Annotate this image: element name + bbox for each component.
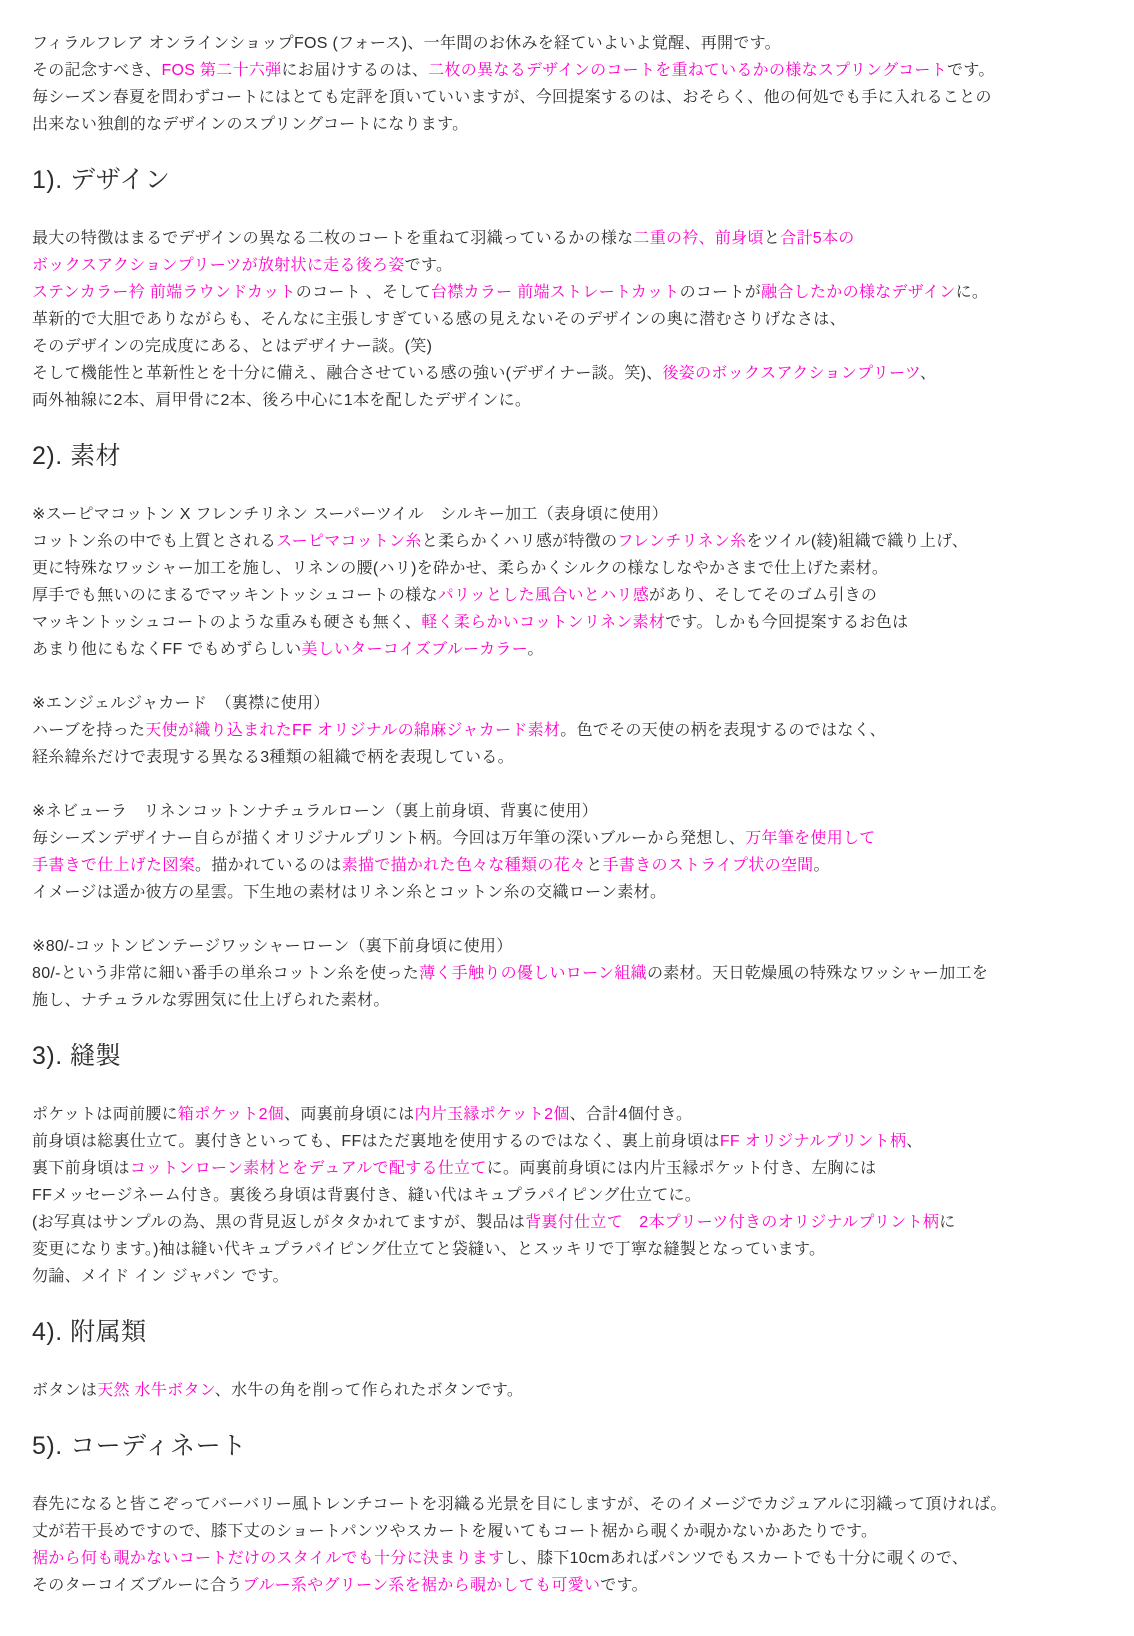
text-run: 丈が若干長めですので、膝下丈のショートパンツやスカートを履いてもコート裾から覗くか覗かないかあたりです。 bbox=[32, 1523, 878, 1540]
section-heading: 5). コーディネート bbox=[32, 1432, 247, 1460]
text-line bbox=[32, 1263, 1102, 1290]
text-run: にお届けするのは、 bbox=[281, 62, 429, 79]
text-run: 変更になります。)袖は縫い代キュプラパイピング仕立てと袋縫い、とスッキリで丁寧な縫製となっています。 bbox=[32, 1241, 826, 1258]
text-line bbox=[32, 1377, 1102, 1404]
text-run: をツイル(綾)組織で織り上げ、 bbox=[746, 533, 969, 550]
text-run: 春先になると皆こぞってバーバリー風トレンチコートを羽織る光景を目にしますが、そのイメージでカジュアルに羽織って頂ければ。 bbox=[32, 1496, 1007, 1513]
highlighted-text: ボックスアクションプリーツが放射状に走る後ろ姿 bbox=[32, 257, 405, 274]
paragraph bbox=[32, 798, 1102, 906]
text-run: そのターコイズブルーに合う bbox=[32, 1577, 243, 1594]
text-run: FFメッセージネーム付き。裏後ろ身頃は背裏付き、縫い代はキュプラパイピング仕立てに。 bbox=[32, 1187, 702, 1204]
highlighted-text: コットンローン素材とをデュアルで配する仕立て bbox=[129, 1160, 487, 1177]
text-run: 前身頃は総裏仕立て。裏付きといっても、FFはただ裏地を使用するのではなく、裏上前身頃は bbox=[32, 1133, 720, 1150]
text-line bbox=[32, 1236, 1102, 1263]
highlighted-text: 万年筆を使用して bbox=[745, 830, 876, 847]
text-run: 。 bbox=[813, 857, 830, 874]
highlighted-text: 二重の衿、前身頃 bbox=[633, 230, 764, 247]
text-line bbox=[32, 717, 1102, 744]
text-run: 出来ない独創的なデザインのスプリングコートになります。 bbox=[32, 116, 469, 133]
text-line bbox=[32, 1545, 1102, 1572]
text-line bbox=[32, 609, 1102, 636]
text-run: のコートが bbox=[679, 284, 762, 301]
text-run: そして機能性と革新性とを十分に備え、融合させている感の強い(デザイナー談。笑)、 bbox=[32, 365, 663, 382]
highlighted-text: ブルー系やグリーン系を裾から覗かしても可愛い bbox=[242, 1577, 601, 1594]
text-run: 毎シーズン春夏を問わずコートにはとても定評を頂いていいますが、今回提案するのは、おそらく、他の何処でも手に入れることの bbox=[32, 89, 992, 106]
text-run: です。 bbox=[404, 257, 453, 274]
paragraph bbox=[32, 1491, 1102, 1599]
text-line bbox=[32, 501, 1102, 528]
text-run: ボタンは bbox=[32, 1382, 98, 1399]
text-line bbox=[32, 987, 1102, 1014]
text-run: です。しかも今回提案するお色は bbox=[665, 614, 909, 631]
text-run: と bbox=[763, 230, 781, 247]
text-line bbox=[32, 636, 1102, 663]
text-line bbox=[32, 1209, 1102, 1236]
text-run: ポケットは両前腰に bbox=[32, 1106, 178, 1123]
paragraph bbox=[32, 30, 1102, 138]
text-run: 最大の特徴はまるでデザインの異なる二枚のコートを重ねて羽織っているかの様な bbox=[32, 230, 634, 247]
text-run: ※エンジェルジャカード （裏襟に使用） bbox=[32, 695, 330, 712]
highlighted-text: スーピマコットン糸 bbox=[276, 533, 422, 550]
text-line bbox=[32, 57, 1102, 84]
text-run: 裏下前身頃は bbox=[32, 1160, 130, 1177]
text-line bbox=[32, 528, 1102, 555]
text-run: 勿論、メイド イン ジャパン です。 bbox=[32, 1268, 289, 1285]
text-run: 両外袖線に2本、肩甲骨に2本、後ろ中心に1本を配したデザインに。 bbox=[32, 392, 532, 409]
highlighted-text: 天然 水牛ボタン bbox=[97, 1382, 215, 1399]
section-heading: 1). デザイン bbox=[32, 166, 171, 194]
highlighted-text: フレンチリネン糸 bbox=[617, 533, 747, 550]
text-line bbox=[32, 825, 1102, 852]
text-line bbox=[32, 960, 1102, 987]
text-run: マッキントッシュコートのような重みも硬さも無く、 bbox=[32, 614, 422, 631]
text-line bbox=[32, 279, 1102, 306]
text-line bbox=[32, 555, 1102, 582]
text-line bbox=[32, 1491, 1102, 1518]
text-line bbox=[32, 30, 1102, 57]
paragraph bbox=[32, 501, 1102, 663]
text-line bbox=[32, 306, 1102, 333]
text-line bbox=[32, 225, 1102, 252]
text-run: (お写真はサンプルの為、黒の背見返しがタタかれてますが、製品は bbox=[32, 1214, 526, 1231]
text-line bbox=[32, 798, 1102, 825]
paragraph bbox=[32, 1101, 1102, 1290]
highlighted-text: パリッとした風合いとハリ感 bbox=[437, 587, 650, 604]
text-line bbox=[32, 744, 1102, 771]
text-run: と bbox=[586, 857, 603, 874]
text-run: ※ネビューラ リネンコットンナチュラルローン（裏上前身頃、背裏に使用） bbox=[32, 803, 598, 820]
highlighted-text: 手書きで仕上げた図案 bbox=[32, 857, 196, 874]
highlighted-text: 箱ポケット2個 bbox=[177, 1106, 285, 1123]
text-run: 革新的で大胆でありながらも、そんなに主張しすぎている感の見えないそのデザインの奥に潜むさりげなさは、 bbox=[32, 311, 846, 328]
text-line bbox=[32, 852, 1102, 879]
text-line bbox=[32, 933, 1102, 960]
highlighted-text: 素描で描かれた色々な種類の花々 bbox=[341, 857, 587, 874]
text-line bbox=[32, 1518, 1102, 1545]
text-line bbox=[32, 879, 1102, 906]
text-run: 施し、ナチュラルな雰囲気に仕上げられた素材。 bbox=[32, 992, 390, 1009]
paragraph bbox=[32, 690, 1102, 771]
section-heading: 2). 素材 bbox=[32, 442, 122, 470]
text-run: 、 bbox=[919, 365, 937, 382]
text-run: ハーブを持った bbox=[32, 722, 146, 739]
text-run: です。 bbox=[947, 62, 995, 79]
text-run: あまり他にもなくFF でもめずらしい bbox=[32, 641, 302, 658]
text-run: です。 bbox=[600, 1577, 648, 1594]
text-line bbox=[32, 252, 1102, 279]
paragraph bbox=[32, 225, 1102, 414]
text-line bbox=[32, 582, 1102, 609]
text-run: 80/-という非常に細い番手の単糸コットン糸を使った bbox=[32, 965, 420, 982]
highlighted-text: 薄く手触りの優しいローン組織 bbox=[419, 965, 647, 982]
text-run: 。 bbox=[527, 641, 544, 658]
text-line bbox=[32, 360, 1102, 387]
paragraph bbox=[32, 1377, 1102, 1404]
text-run: 毎シーズンデザイナー自らが描くオリジナルプリント柄。今回は万年筆の深いブルーから発想し、 bbox=[32, 830, 746, 847]
text-run: に bbox=[939, 1214, 956, 1231]
highlighted-text: 裾から何も覗かないコートだけのスタイルでも十分に決まります bbox=[32, 1550, 505, 1567]
highlighted-text: 後姿のボックスアクションプリーツ bbox=[662, 365, 920, 382]
text-line bbox=[32, 111, 1102, 138]
text-run: コットン糸の中でも上質とされる bbox=[32, 533, 277, 550]
text-run: イメージは遥か彼方の星雲。下生地の素材はリネン糸とコットン糸の交織ローン素材。 bbox=[32, 884, 667, 901]
text-line bbox=[32, 1572, 1102, 1599]
highlighted-text: 二枚の異なるデザインのコートを重ねているかの様なスプリングコート bbox=[428, 62, 948, 79]
text-run: し、膝下10cmあればパンツでもスカートでも十分に覗くので、 bbox=[504, 1550, 969, 1567]
document bbox=[32, 30, 1102, 1599]
highlighted-text: 背裏付仕立て 2本プリーツ付きのオリジナルプリント柄 bbox=[525, 1214, 940, 1231]
highlighted-text: 美しいターコイズブルーカラー bbox=[301, 641, 528, 658]
text-run: の素材。天日乾燥風の特殊なワッシャー加工を bbox=[646, 965, 989, 982]
text-run: に。 bbox=[955, 284, 989, 301]
highlighted-text: FOS 第二十六弾 bbox=[161, 62, 282, 79]
text-run: そのデザインの完成度にある、とはデザイナー談。(笑) bbox=[32, 338, 433, 355]
text-line bbox=[32, 690, 1102, 717]
text-run: があり、そしてそのゴム引きの bbox=[649, 587, 878, 604]
text-run: 厚手でも無いのにまるでマッキントッシュコートの様な bbox=[32, 587, 438, 604]
text-run: 、両裏前身頃には bbox=[284, 1106, 415, 1123]
highlighted-text: 内片玉縁ポケット2個 bbox=[414, 1106, 570, 1123]
text-line bbox=[32, 1128, 1102, 1155]
highlighted-text: 台襟カラー 前端ストレートカット bbox=[430, 284, 680, 301]
section-heading: 4). 附属類 bbox=[32, 1318, 147, 1346]
text-run: 、 bbox=[906, 1133, 923, 1150]
text-run: のコート 、そして bbox=[295, 284, 431, 301]
text-run: 経糸緯糸だけで表現する異なる3種類の組織で柄を表現している。 bbox=[32, 749, 514, 766]
text-run: ※80/-コットンビンテージワッシャーローン（裏下前身頃に使用） bbox=[32, 938, 513, 955]
text-line bbox=[32, 1182, 1102, 1209]
highlighted-text: 軽く柔らかいコットンリネン素材 bbox=[421, 614, 666, 631]
text-line bbox=[32, 387, 1102, 414]
text-run: と柔らかくハリ感が特徴の bbox=[421, 533, 618, 550]
section-heading: 3). 縫製 bbox=[32, 1042, 122, 1070]
highlighted-text: 融合したかの様なデザイン bbox=[761, 284, 956, 301]
text-run: に。両裏前身頃には内片玉縁ポケット付き、左胸には bbox=[486, 1160, 877, 1177]
text-line bbox=[32, 1155, 1102, 1182]
text-run: 、合計4個付き。 bbox=[569, 1106, 693, 1123]
paragraph bbox=[32, 933, 1102, 1014]
text-run: 。描かれているのは bbox=[195, 857, 342, 874]
text-line bbox=[32, 84, 1102, 111]
text-run: その記念すべき、 bbox=[32, 62, 162, 79]
highlighted-text: FF オリジナルプリント柄 bbox=[719, 1133, 907, 1150]
text-line bbox=[32, 1101, 1102, 1128]
text-run: 。色でその天使の柄を表現するのではなく、 bbox=[560, 722, 886, 739]
highlighted-text: 合計5本の bbox=[780, 230, 855, 247]
text-run: 、水牛の角を削って作られたボタンです。 bbox=[214, 1382, 524, 1399]
text-run: フィラルフレア オンラインショップFOS (フォース)、一年間のお休みを経ていよいよ覚醒、再開です。 bbox=[32, 35, 781, 52]
text-run: ※スーピマコットン X フレンチリネン スーパーツイル シルキー加工（表身頃に使用） bbox=[32, 506, 669, 523]
text-run: 更に特殊なワッシャー加工を施し、リネンの腰(ハリ)を砕かせ、柔らかくシルクの様なしなやかさまで仕上げた素材。 bbox=[32, 560, 889, 577]
highlighted-text: 天使が織り込まれたFF オリジナルの綿麻ジャカード素材 bbox=[145, 722, 561, 739]
highlighted-text: 手書きのストライプ状の空間 bbox=[602, 857, 814, 874]
highlighted-text: ステンカラー衿 前端ラウンドカット bbox=[32, 284, 296, 301]
text-line bbox=[32, 333, 1102, 360]
